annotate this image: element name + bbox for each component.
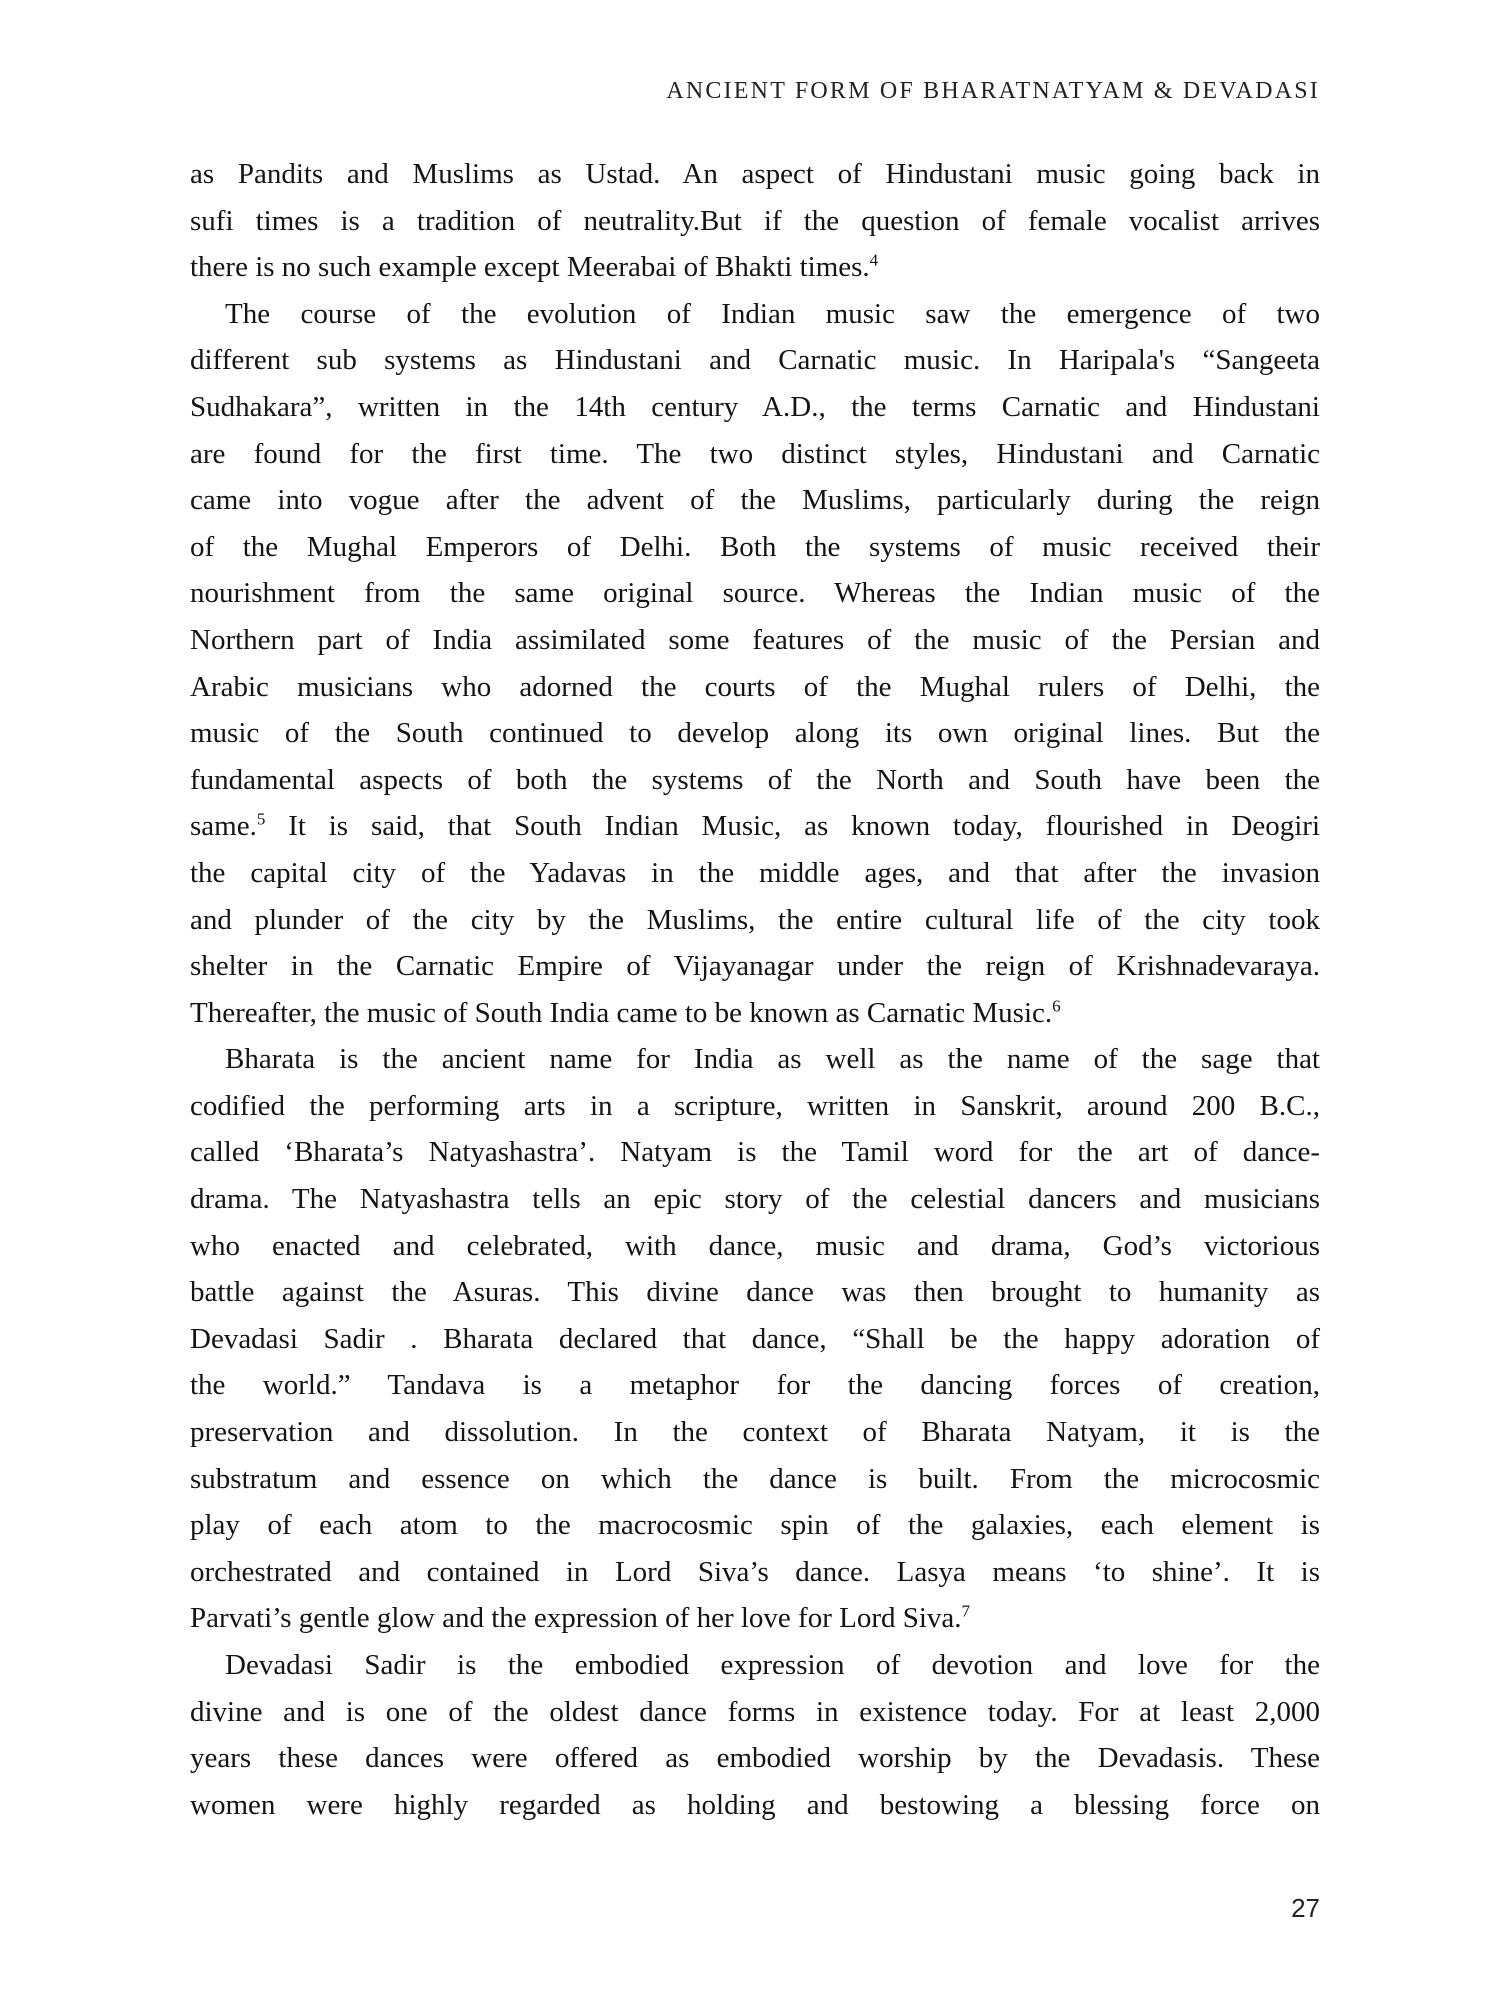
text-run: battle against the Asuras. This divine dance was then brought to humanity as	[190, 1276, 1320, 1309]
text-line	[190, 803, 1320, 850]
text-line	[190, 1456, 1320, 1503]
text-run: codified the performing arts in a scripture, written in Sanskrit, around 200 B.C.,	[190, 1089, 1320, 1122]
text-run: and plunder of the city by the Muslims, the entire cultural life of the city took	[190, 903, 1320, 936]
text-run: who enacted and celebrated, with dance, music and drama, God’s victorious	[190, 1229, 1320, 1262]
paragraph	[190, 1036, 1320, 1642]
text-run: as Pandits and Muslims as Ustad. An aspect of Hindustani music going back in	[190, 158, 1320, 190]
text-run: nourishment from the same original source. Whereas the Indian music of the	[190, 577, 1320, 610]
text-run: fundamental aspects of both the systems of the North and South have been the	[190, 763, 1320, 796]
footnote-ref: 4	[869, 250, 879, 270]
text-line	[190, 1502, 1320, 1549]
text-line	[190, 524, 1320, 571]
text-line	[190, 198, 1320, 245]
text-run: Northern part of India assimilated some features of the music of the Persian and	[190, 623, 1320, 656]
text-line	[190, 1176, 1320, 1223]
text-run: Sudhakara”, written in the 14th century A.D., the terms Carnatic and Hindustani	[190, 390, 1320, 423]
text-line	[190, 244, 1320, 291]
text-line	[190, 1129, 1320, 1176]
text-line	[190, 757, 1320, 804]
text-run: preservation and dissolution. In the context of Bharata Natyam, it is the	[190, 1416, 1320, 1449]
text-run: play of each atom to the macrocosmic spin of the galaxies, each element is	[190, 1509, 1320, 1542]
text-run: divine and is one of the oldest dance forms in existence today. For at least 2,000	[190, 1695, 1320, 1728]
text-run: called ‘Bharata’s Natyashastra’. Natyam is the Tamil word for the art of dance-	[190, 1136, 1320, 1169]
text-line	[190, 1269, 1320, 1316]
text-line	[190, 943, 1320, 990]
text-line	[190, 477, 1320, 524]
text-run: years these dances were offered as embodied worship by the Devadasis. These	[190, 1742, 1320, 1775]
paragraph	[190, 291, 1320, 1037]
text-line	[190, 384, 1320, 431]
text-line	[190, 570, 1320, 617]
text-run: sufi times is a tradition of neutrality.But if the question of female vocalist arrives	[190, 204, 1320, 237]
text-run: Arabic musicians who adorned the courts of the Mughal rulers of Delhi, the	[190, 670, 1320, 703]
text-run: came into vogue after the advent of the Muslims, particularly during the reign	[190, 484, 1320, 517]
text-run: music of the South continued to develop along its own original lines. But the	[190, 717, 1320, 750]
text-line	[190, 897, 1320, 944]
text-run: different sub systems as Hindustani and Carnatic music. In Haripala's “Sangeeta	[190, 344, 1320, 377]
paragraph	[190, 151, 1320, 291]
text-run: Devadasi Sadir . Bharata declared that dance, “Shall be the happy adoration of	[190, 1322, 1320, 1355]
text-line	[190, 1689, 1320, 1736]
text-line	[190, 1223, 1320, 1270]
text-line	[190, 1036, 1320, 1083]
text-run: substratum and essence on which the dance is built. From the microcosmic	[190, 1462, 1320, 1495]
text-line	[190, 1642, 1320, 1689]
text-line	[190, 291, 1320, 338]
text-run: orchestrated and contained in Lord Siva’s dance. Lasya means ‘to shine’. It is	[190, 1555, 1320, 1588]
text-run: Bharata is the ancient name for India as well as the name of the sage that	[225, 1043, 1320, 1076]
text-line	[190, 1549, 1320, 1596]
text-run: the world.” Tandava is a metaphor for the dancing forces of creation,	[190, 1369, 1320, 1402]
text-line	[190, 431, 1320, 478]
text-line	[190, 1083, 1320, 1130]
footnote-ref: 6	[1052, 996, 1061, 1016]
text-run: of the Mughal Emperors of Delhi. Both the systems of music received their	[190, 530, 1320, 563]
running-head: ANCIENT FORM OF BHARATNATYAM & DEVADASI	[666, 78, 1320, 104]
text-line	[190, 664, 1320, 711]
text-run: Parvati’s gentle glow and the expression of her love for Lord Siva.	[190, 1602, 962, 1635]
text-line	[190, 1782, 1320, 1829]
text-line	[190, 1362, 1320, 1409]
text-run: women were highly regarded as holding and bestowing a blessing force on	[190, 1788, 1320, 1821]
text-line	[190, 990, 1320, 1037]
text-run: drama. The Natyashastra tells an epic story of the celestial dancers and musicians	[190, 1183, 1320, 1216]
text-run: are found for the first time. The two distinct styles, Hindustani and Carnatic	[190, 437, 1320, 470]
paragraph	[190, 1642, 1320, 1828]
text-run: The course of the evolution of Indian music saw the emergence of two	[225, 297, 1320, 330]
body-text	[190, 151, 1320, 1828]
text-run: same.	[190, 810, 257, 843]
text-line	[190, 617, 1320, 664]
text-line	[190, 1735, 1320, 1782]
text-line	[190, 850, 1320, 897]
text-run: the capital city of the Yadavas in the middle ages, and that after the invasion	[190, 856, 1320, 889]
text-line	[190, 337, 1320, 384]
footnote-ref: 7	[961, 1601, 971, 1621]
text-run: Devadasi Sadir is the embodied expression of devotion and love for the	[225, 1649, 1320, 1681]
text-run: Thereafter, the music of South India came to be known as Carnatic Music.	[190, 996, 1053, 1029]
text-line	[190, 1595, 1320, 1642]
text-run: shelter in the Carnatic Empire of Vijayanagar under the reign of Krishnadevaraya.	[190, 950, 1320, 983]
text-run: there is no such example except Meerabai of Bhakti times.	[190, 251, 870, 284]
page-number: 27	[1291, 1893, 1320, 1923]
text-line	[190, 151, 1320, 198]
footnote-ref: 5	[256, 809, 266, 829]
text-line	[190, 1316, 1320, 1363]
text-line	[190, 1409, 1320, 1456]
text-line	[190, 710, 1320, 757]
text-run: It is said, that South Indian Music, as known today, flourished in Deogiri	[265, 810, 1320, 843]
